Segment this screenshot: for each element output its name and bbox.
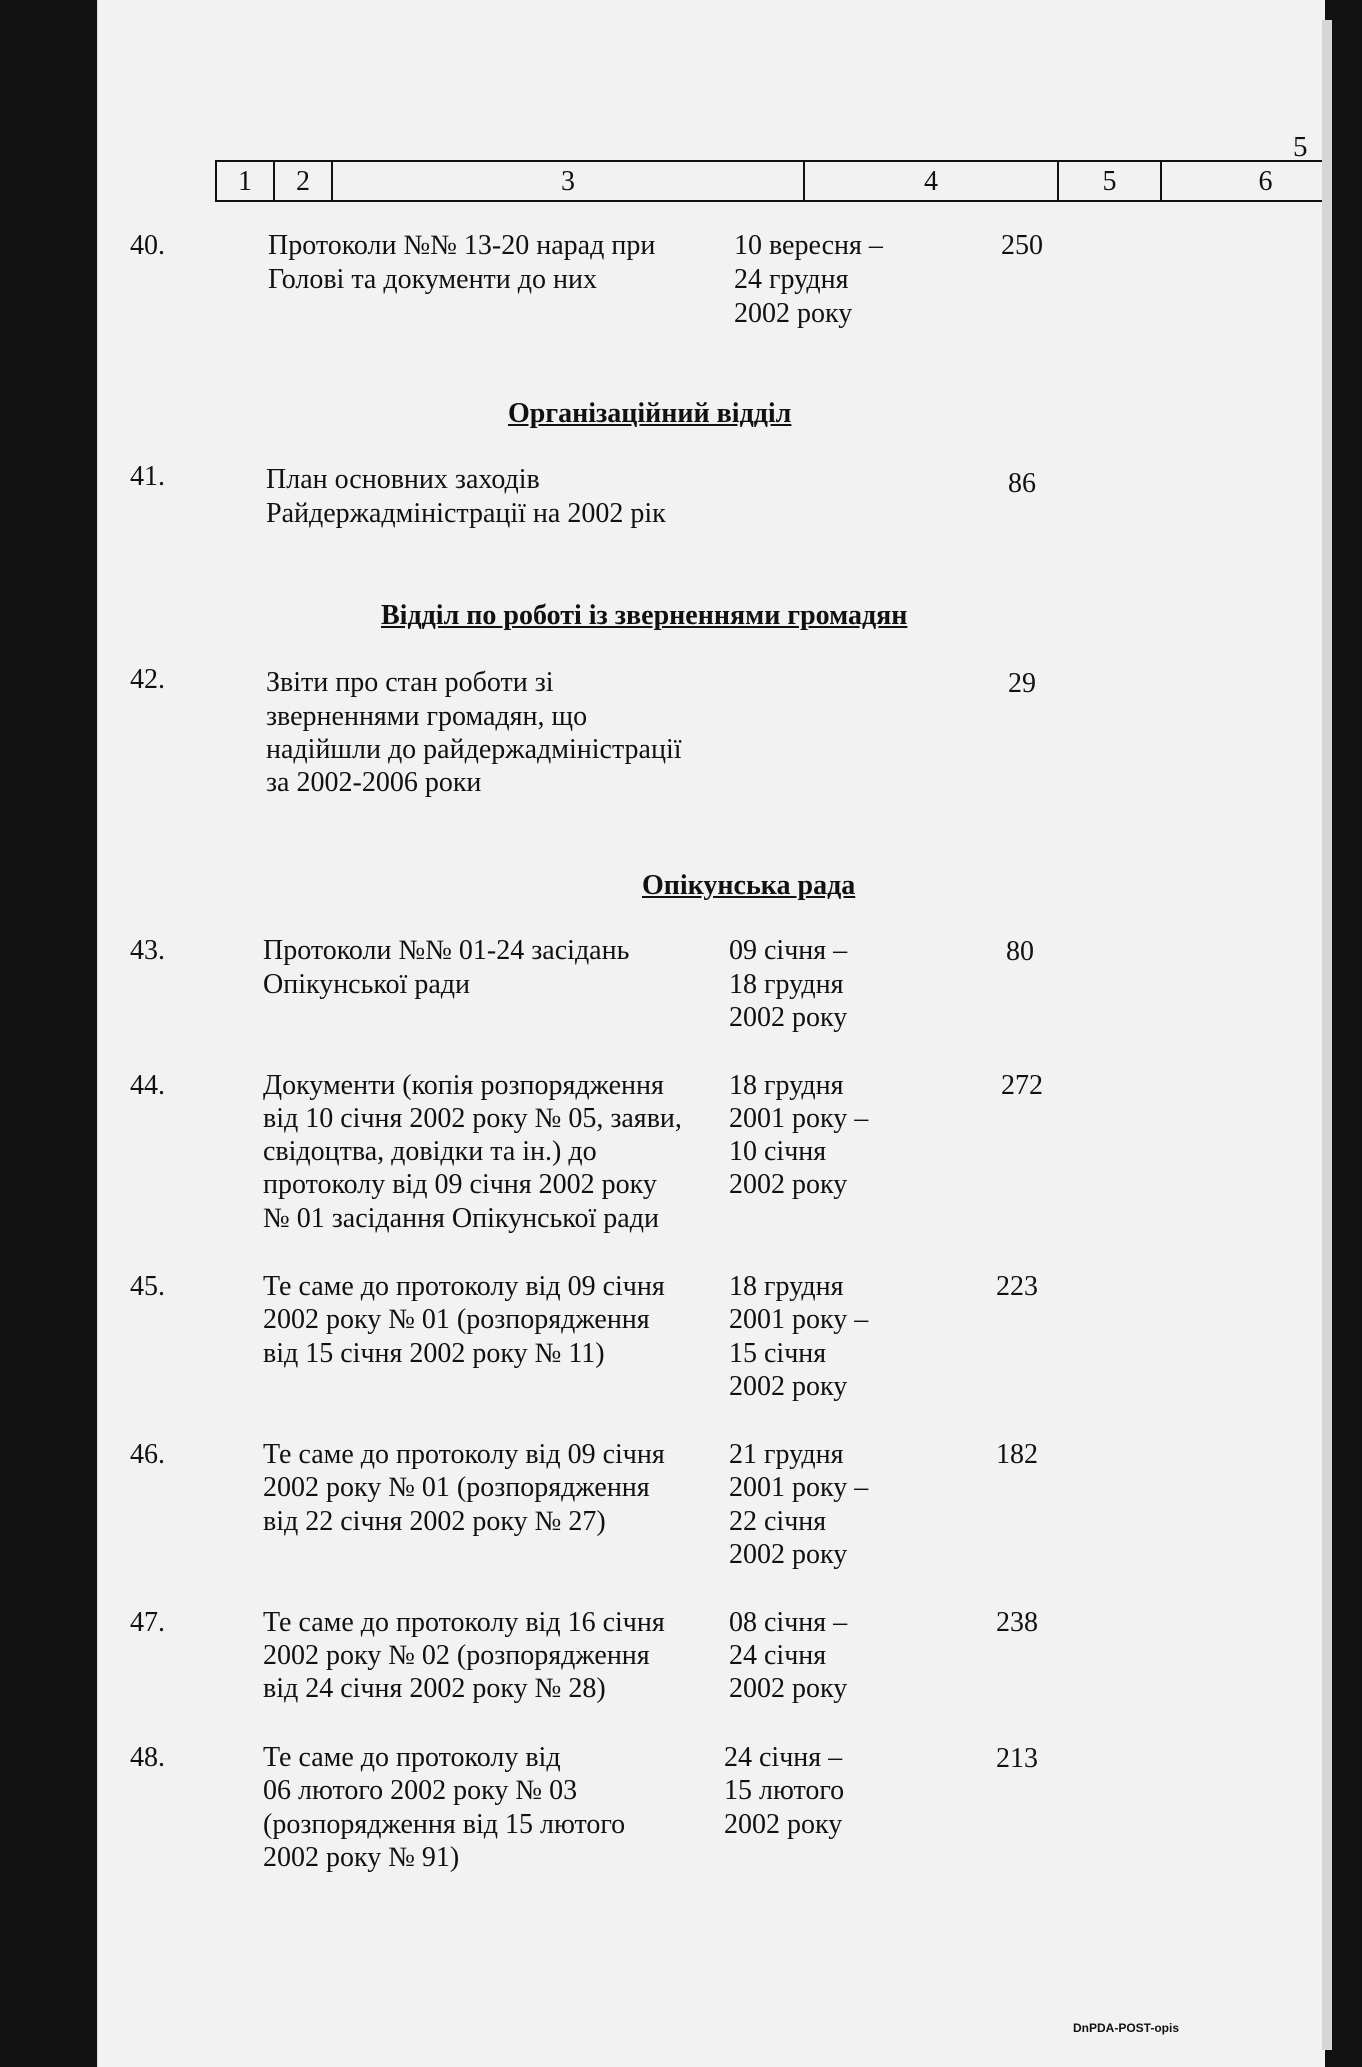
entry-number: 46. [130,1439,165,1470]
entry-date-line: 2002 року [729,1169,848,1200]
column-header: 2 [273,162,331,200]
entry-sheets: 272 [1001,1070,1043,1101]
entry-title-line: від 15 січня 2002 року № 11) [263,1338,605,1369]
entry-date-line: 2001 року – [729,1304,869,1335]
entry-date-line: 2002 року [724,1809,843,1840]
entry-title-line: Те саме до протоколу від 09 січня [263,1439,665,1470]
entry-title-line: (розпорядження від 15 лютого [263,1809,626,1840]
column-header: 1 [215,162,273,200]
entry-date-line: 2001 року – [729,1472,869,1503]
entry-sheets: 182 [996,1439,1038,1470]
entry-title-line: Те саме до протоколу від [263,1742,561,1773]
entry-title-line: Опікунської ради [263,969,470,1000]
page-edge [1322,20,1332,2050]
entry-number: 47. [130,1607,165,1638]
entry-title-line: за 2002-2006 роки [266,767,482,798]
section-heading: Організаційний відділ [508,398,792,429]
entry-title-line: Голові та документи до них [268,264,597,295]
entry-number: 40. [130,230,165,261]
entry-title-line: від 10 січня 2002 року № 05, заяви, [263,1103,682,1134]
entry-date-line: 15 лютого [724,1775,845,1806]
entry-date-line: 2002 року [729,1002,848,1033]
entry-date-line: 24 грудня [734,264,849,295]
entry-title-line: Райдержадміністрації на 2002 рік [266,498,666,529]
entry-number: 41. [130,461,165,492]
entry-date-line: 18 грудня [729,1070,844,1101]
section-heading: Відділ по роботі із зверненнями громадян [381,600,908,631]
entry-number: 45. [130,1271,165,1302]
entry-sheets: 238 [996,1607,1038,1638]
entry-title-line: 2002 року № 02 (розпорядження [263,1640,650,1671]
column-header-row [215,160,1325,202]
entry-title-line: 06 лютого 2002 року № 03 [263,1775,578,1806]
entry-sheets: 250 [1001,230,1043,261]
entry-number: 44. [130,1070,165,1101]
entry-number: 48. [130,1742,165,1773]
entry-title-line: Звіти про стан роботи зі [266,667,554,698]
column-header: 3 [331,162,803,200]
entry-title-line: 2002 року № 91) [263,1842,460,1873]
entry-date-line: 2002 року [734,298,853,329]
archive-stamp-text: DnPDA-POST-opis [1072,2021,1179,2035]
entry-title-line: надійшли до райдержадміністрації [266,734,682,765]
entry-date-line: 22 січня [729,1506,827,1537]
entry-title-line: План основних заходів [266,464,540,495]
entry-date-line: 10 січня [729,1136,827,1167]
entry-title-line: 2002 року № 01 (розпорядження [263,1304,650,1335]
entry-title-line: протоколу від 09 січня 2002 року [263,1169,657,1200]
entry-sheets: 80 [1006,936,1034,967]
entry-sheets: 86 [1008,468,1036,499]
entry-date-line: 18 грудня [729,969,844,1000]
entry-date-line: 15 січня [729,1338,827,1369]
entry-date-line: 08 січня – [729,1607,848,1638]
entry-title-line: Документи (копія розпорядження [263,1070,664,1101]
entry-title-line: Те саме до протоколу від 16 січня [263,1607,665,1638]
entry-title-line: Протоколи №№ 13-20 нарад при [268,230,656,261]
entry-title-line: 2002 року № 01 (розпорядження [263,1472,650,1503]
entry-title-line: Протоколи №№ 01-24 засідань [263,935,630,966]
entry-title-line: від 22 січня 2002 року № 27) [263,1506,606,1537]
document-page [97,0,1325,2067]
entry-sheets: 29 [1008,668,1036,699]
entry-title-line: № 01 засідання Опікунської ради [263,1203,659,1234]
entry-date-line: 18 грудня [729,1271,844,1302]
entry-date-line: 09 січня – [729,935,848,966]
entry-title-line: Те саме до протоколу від 09 січня [263,1271,665,1302]
entry-title-line: від 24 січня 2002 року № 28) [263,1673,606,1704]
entry-date-line: 2002 року [729,1371,848,1402]
entry-date-line: 2002 року [729,1539,848,1570]
entry-title-line: зверненнями громадян, що [266,701,588,732]
entry-date-line: 21 грудня [729,1439,844,1470]
column-header: 5 [1057,162,1160,200]
section-heading: Опікунська рада [642,870,856,901]
column-header: 6 [1160,162,1325,200]
entry-title-line: свідоцтва, довідки та ін.) до [263,1136,597,1167]
entry-sheets: 213 [996,1743,1038,1774]
entry-date-line: 2002 року [729,1673,848,1704]
entry-number: 42. [130,664,165,695]
column-header: 4 [803,162,1057,200]
entry-date-line: 24 січня – [724,1742,843,1773]
page-number: 5 [1293,131,1308,163]
entry-sheets: 223 [996,1271,1038,1302]
entry-number: 43. [130,935,165,966]
entry-date-line: 2001 року – [729,1103,869,1134]
entry-date-line: 10 вересня – [734,230,883,261]
entry-date-line: 24 січня [729,1640,827,1671]
